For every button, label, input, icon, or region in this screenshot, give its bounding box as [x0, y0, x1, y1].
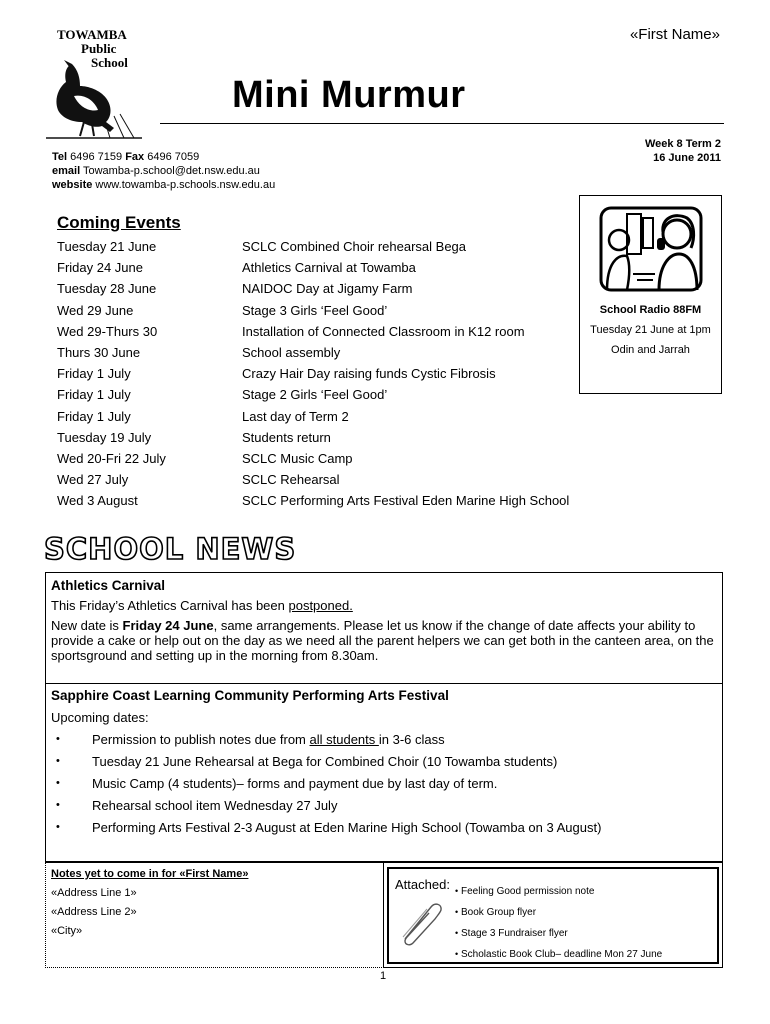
contact-email-line: [52, 164, 275, 178]
festival-bullet: [51, 732, 716, 747]
radio-time: Tuesday 21 June at 1pm: [590, 324, 711, 336]
paperclip-icon: [397, 899, 447, 947]
school-name-line1: TOWAMBA: [57, 27, 127, 42]
school-news-heading: SCHOOL NEWS: [44, 532, 297, 566]
fax-label: Fax: [125, 151, 145, 163]
event-desc: Installation of Connected Classroom in K12 room: [242, 323, 525, 339]
event-date: Wed 29-Thurs 30: [57, 323, 158, 339]
radio-presenters: Odin and Jarrah: [611, 344, 690, 356]
event-row: [57, 448, 617, 469]
email-label: email: [52, 165, 81, 177]
bullet-text: in 3-6 class: [378, 732, 445, 747]
event-date: Friday 1 July: [57, 366, 131, 382]
contact-phone-line: [52, 150, 275, 164]
event-desc: SCLC Rehearsal: [242, 472, 340, 488]
event-row: [57, 384, 617, 405]
event-desc: NAIDOC Day at Jigamy Farm: [242, 281, 413, 297]
website-link[interactable]: www.towamba-p.schools.nsw.edu.au: [95, 179, 276, 191]
event-date: Tuesday 19 July: [57, 429, 152, 445]
events-list: [57, 236, 617, 511]
email-link[interactable]: Towamba-p.school@det.nsw.edu.au: [83, 165, 260, 177]
contact-website-line: [52, 178, 275, 192]
event-row: [57, 300, 617, 321]
event-row: [57, 363, 617, 384]
address-line-1: «Address Line 1»: [51, 887, 137, 899]
newsletter-title: Mini Murmur: [232, 74, 466, 116]
event-date: Friday 1 July: [57, 387, 131, 403]
festival-title: Sapphire Coast Learning Community Performing Arts Festival: [51, 688, 449, 703]
festival-intro: Upcoming dates:: [51, 710, 149, 725]
event-row: [57, 236, 617, 257]
radio-title: School Radio 88FM: [599, 304, 702, 316]
event-date: Tuesday 21 June: [57, 239, 157, 254]
athletics-section: [51, 578, 716, 663]
school-name-line3: School: [91, 55, 128, 70]
event-row: [57, 257, 617, 278]
notes-title: Notes yet to come in for «First Name»: [51, 868, 249, 880]
week-term: Week 8 Term 2: [644, 138, 721, 150]
event-desc: Stage 3 Girls ‘Feel Good’: [242, 302, 388, 318]
notes-content: [51, 868, 248, 937]
event-row: [57, 278, 617, 299]
event-desc: Students return: [242, 429, 331, 445]
event-row: [57, 406, 617, 427]
event-date: Friday 24 June: [57, 260, 143, 276]
athletics-new-date-text: [51, 618, 716, 663]
festival-bullet: • Tuesday 21 June Rehearsal at Bega for Combined Choir (10 Towamba students): [51, 754, 716, 769]
address-city: «City»: [51, 925, 83, 937]
all-students-text: all students: [309, 732, 379, 747]
school-name-line2: Public: [81, 41, 117, 56]
bullet-text: Permission to publish notes due from: [92, 732, 310, 747]
school-news-box: [45, 572, 723, 862]
festival-section: [51, 688, 716, 835]
athletics-new-date: Friday 24 June: [122, 618, 214, 633]
event-row: [57, 469, 617, 490]
attached-item: • Scholastic Book Club– deadline Mon 27 June: [461, 949, 662, 960]
event-desc: School assembly: [242, 344, 341, 360]
issue-info: [560, 137, 721, 165]
event-desc: Crazy Hair Day raising funds Cystic Fibrosis: [242, 366, 496, 382]
fax-value: 6496 7059: [147, 151, 200, 163]
address-line-2: «Address Line 2»: [51, 906, 137, 918]
event-desc: SCLC Performing Arts Festival Eden Marine High School: [242, 493, 570, 509]
event-date: Wed 29 June: [57, 302, 134, 318]
page-number: 1: [380, 970, 387, 982]
event-desc: SCLC Music Camp: [242, 450, 353, 466]
event-row: [57, 342, 617, 363]
tel-value: 6496 7159: [70, 151, 123, 163]
news-divider: [46, 683, 722, 684]
attached-item: • Stage 3 Fundraiser flyer: [461, 928, 568, 939]
event-row: [57, 321, 617, 342]
athletics-p2-before: New date is: [51, 618, 123, 633]
event-row: [57, 427, 617, 448]
postponed-text: postponed.: [288, 598, 353, 613]
attached-item: • Feeling Good permission note: [461, 886, 594, 897]
athletics-postponed-text: [51, 598, 716, 613]
attached-box: [383, 862, 723, 968]
athletics-p2-after: , same arrangements. Please let us know if the change of date affects your ability to provide a cake or help out on the day as we need all the parent helpers we can get both in the canteen area, on the sportsground and setting up in the morning from 8.30am.: [51, 618, 714, 663]
athletics-title: Athletics Carnival: [51, 578, 166, 593]
magpie-logo-icon: [44, 56, 144, 141]
event-date: Thurs 30 June: [57, 344, 141, 360]
event-date: Wed 20-Fri 22 July: [57, 450, 166, 466]
title-rule: [160, 123, 724, 124]
attached-label: Attached:: [395, 877, 450, 892]
event-date: Tuesday 28 June: [57, 281, 157, 297]
festival-bullet: • Rehearsal school item Wednesday 27 July: [51, 798, 716, 813]
tel-label: Tel: [52, 151, 68, 163]
event-desc: Athletics Carnival at Towamba: [242, 260, 416, 276]
event-row: [57, 490, 617, 511]
athletics-p1-text: This Friday’s Athletics Carnival has been: [51, 598, 289, 613]
contact-details: [52, 150, 275, 192]
event-date: Wed 27 July: [57, 472, 129, 488]
first-name-field: «First Name»: [629, 26, 720, 43]
school-radio-box: [579, 195, 722, 394]
issue-date: 16 June 2011: [653, 152, 721, 164]
festival-bullet: • Performing Arts Festival 2-3 August at Eden Marine High School (Towamba on 3 August): [51, 820, 716, 835]
website-label: website: [52, 179, 93, 191]
notes-box: [45, 862, 384, 968]
radio-broadcast-icon: [597, 204, 705, 294]
event-desc: Stage 2 Girls ‘Feel Good’: [242, 387, 388, 403]
coming-events-heading: Coming Events: [57, 213, 181, 232]
attached-inner: [387, 867, 719, 964]
event-desc: SCLC Combined Choir rehearsal Bega: [242, 239, 467, 254]
event-desc: Last day of Term 2: [242, 408, 349, 424]
festival-bullet: • Music Camp (4 students)– forms and payment due by last day of term.: [51, 776, 716, 791]
event-date: Friday 1 July: [57, 408, 131, 424]
event-date: Wed 3 August: [57, 493, 138, 509]
attached-item: • Book Group flyer: [461, 907, 536, 918]
